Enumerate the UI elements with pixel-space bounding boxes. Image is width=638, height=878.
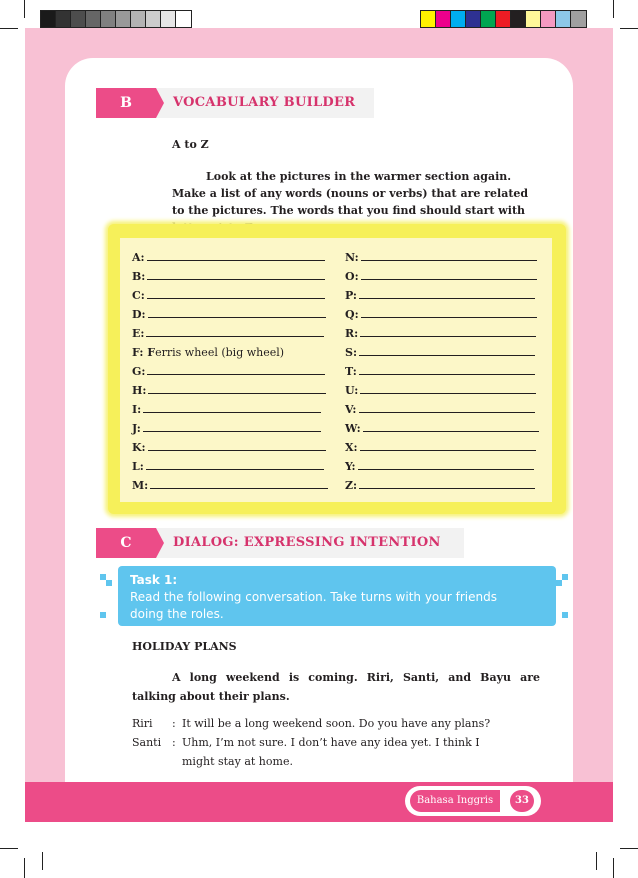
answer-blank-line — [143, 421, 321, 432]
letter-row — [345, 343, 539, 362]
dialog-text: Uhm, I’m not sure. I don’t have any idea yet. I think I might stay at home. — [182, 736, 480, 768]
section-arrow-icon — [156, 88, 164, 118]
answer-blank-line — [148, 383, 326, 394]
letter-row — [345, 324, 539, 343]
answer-blank-line — [361, 250, 537, 261]
letter-label: K: — [132, 441, 146, 454]
letter-row — [132, 248, 328, 267]
letter-row — [132, 400, 328, 419]
letter-label: E: — [132, 327, 145, 340]
answer-blank-line — [147, 288, 325, 299]
letter-label: W: — [345, 422, 361, 435]
answer-blank-line — [150, 478, 328, 489]
letter-row — [345, 248, 539, 267]
answer-blank-line — [361, 307, 537, 318]
calibration-swatch — [176, 11, 191, 27]
letter-label: Q: — [345, 308, 359, 321]
pink-frame-left — [25, 28, 65, 788]
letter-label: U: — [345, 384, 359, 397]
letter-label: P: — [345, 289, 357, 302]
answer-blank-line — [359, 345, 535, 356]
letter-row — [132, 438, 328, 457]
answer-blank-line — [147, 269, 325, 280]
answer-blank-line — [359, 288, 535, 299]
crop-mark — [613, 858, 614, 878]
letter-label: M: — [132, 479, 149, 492]
letter-label: D: — [132, 308, 146, 321]
section-b-title: VOCABULARY BUILDER — [173, 95, 356, 110]
letter-label: F: F — [132, 346, 156, 359]
letters-left-column — [132, 248, 328, 495]
calibration-swatch — [496, 11, 511, 27]
calibration-swatch — [556, 11, 571, 27]
calibration-swatch — [41, 11, 56, 27]
letter-row — [132, 362, 328, 381]
answer-blank-line — [146, 459, 324, 470]
decorative-square — [556, 580, 562, 586]
letter-label: I: — [132, 403, 142, 416]
letter-label: Z: — [345, 479, 358, 492]
letter-row — [132, 419, 328, 438]
pink-frame-right — [573, 28, 613, 788]
calibration-swatch — [571, 11, 586, 27]
letter-label: A: — [132, 251, 145, 264]
calibration-swatch — [481, 11, 496, 27]
letter-row — [345, 419, 539, 438]
letter-row — [345, 381, 539, 400]
letter-label: B: — [132, 270, 146, 283]
section-c-title: DIALOG: EXPRESSING INTENTION — [173, 535, 441, 550]
answer-blank-line — [360, 440, 536, 451]
crop-mark — [613, 0, 614, 18]
decorative-square — [562, 574, 568, 580]
decorative-square — [106, 580, 112, 586]
answer-blank-line — [359, 478, 535, 489]
answer-blank-line — [359, 364, 535, 375]
answer-blank-line — [147, 250, 325, 261]
speaker-name: Santi — [132, 736, 162, 749]
letter-label: G: — [132, 365, 146, 378]
calibration-swatch — [451, 11, 466, 27]
dialog-line — [132, 714, 542, 733]
dialog-text: It will be a long weekend soon. Do you have any plans? — [182, 717, 491, 730]
dialog — [132, 714, 542, 771]
letter-row — [132, 476, 328, 495]
section-arrow-icon — [156, 528, 164, 558]
letter-label: O: — [345, 270, 359, 283]
answer-blank-line — [148, 440, 326, 451]
subheading: A to Z — [172, 138, 209, 151]
letter-label: X: — [345, 441, 358, 454]
letter-label: V: — [345, 403, 357, 416]
calibration-swatch — [131, 11, 146, 27]
calibration-swatch — [146, 11, 161, 27]
answer-blank-line — [359, 402, 535, 413]
letter-label: T: — [345, 365, 357, 378]
calibration-swatch — [526, 11, 541, 27]
letter-label: L: — [132, 460, 144, 473]
crop-mark — [24, 0, 25, 18]
task-title: Task 1: — [130, 573, 178, 587]
letter-answer: erris wheel (big wheel) — [155, 346, 285, 359]
intro-text: A long weekend is coming. Riri, Santi, and Bayu are talking about their plans. — [132, 671, 540, 703]
decorative-square — [562, 612, 568, 618]
letter-row — [345, 457, 539, 476]
crop-mark — [24, 858, 25, 878]
calibration-swatch — [511, 11, 526, 27]
letter-label: R: — [345, 327, 359, 340]
calibration-swatch — [541, 11, 556, 27]
crop-mark — [596, 852, 597, 870]
letter-label: Y: — [345, 460, 356, 473]
grayscale-calibration-bar — [40, 10, 192, 28]
answer-blank-line — [147, 364, 325, 375]
section-b-header — [96, 88, 374, 118]
answer-blank-line — [363, 421, 539, 432]
letter-row — [345, 400, 539, 419]
calibration-swatch — [421, 11, 436, 27]
letter-row — [345, 362, 539, 381]
letter-row — [345, 438, 539, 457]
crop-mark — [0, 848, 18, 849]
letter-row — [132, 343, 328, 362]
calibration-swatch — [436, 11, 451, 27]
color-calibration-bar — [420, 10, 587, 28]
letter-label: S: — [345, 346, 358, 359]
letter-row — [132, 286, 328, 305]
letter-row — [345, 267, 539, 286]
calibration-swatch — [116, 11, 131, 27]
calibration-swatch — [86, 11, 101, 27]
holiday-title: HOLIDAY PLANS — [132, 640, 237, 653]
footer-book-title: Bahasa Inggris — [410, 790, 500, 812]
letter-row — [132, 324, 328, 343]
task-line-2: doing the roles. — [130, 607, 224, 621]
letter-label: J: — [132, 422, 141, 435]
calibration-swatch — [161, 11, 176, 27]
decorative-square — [100, 612, 106, 618]
page-number: 33 — [510, 790, 534, 812]
section-b-letter: B — [96, 88, 156, 118]
calibration-swatch — [101, 11, 116, 27]
answer-blank-line — [360, 383, 536, 394]
answer-blank-line — [148, 307, 326, 318]
crop-mark — [42, 852, 43, 870]
section-c-header — [96, 528, 464, 558]
answer-blank-line — [361, 269, 537, 280]
colon: : — [172, 736, 176, 749]
answer-blank-line — [360, 326, 536, 337]
dialog-line — [132, 733, 542, 771]
letter-label: H: — [132, 384, 147, 397]
instruction-text: Look at the pictures in the warmer section again. Make a list of any words (nouns or verbs) that are related to the pictures. The words that you find should start with — [172, 170, 529, 217]
letter-row — [132, 457, 328, 476]
letter-row — [345, 286, 539, 305]
letter-row — [132, 267, 328, 286]
letter-row — [132, 381, 328, 400]
section-c-letter: C — [96, 528, 156, 558]
crop-mark — [0, 28, 18, 29]
speaker-name: Riri — [132, 717, 153, 730]
letters-right-column — [345, 248, 539, 495]
task-line-1: Read the following conversation. Take turns with your friends — [130, 590, 497, 604]
task-text — [130, 572, 550, 623]
letter-label: N: — [345, 251, 359, 264]
answer-blank-line — [143, 402, 321, 413]
letter-row — [345, 476, 539, 495]
letter-row — [345, 305, 539, 324]
letter-row — [132, 305, 328, 324]
colon: : — [172, 717, 176, 730]
crop-mark — [620, 848, 638, 849]
calibration-swatch — [56, 11, 71, 27]
calibration-swatch — [466, 11, 481, 27]
answer-blank-line — [146, 326, 324, 337]
crop-mark — [620, 28, 638, 29]
letter-label: C: — [132, 289, 145, 302]
calibration-swatch — [71, 11, 86, 27]
answer-blank-line — [358, 459, 534, 470]
